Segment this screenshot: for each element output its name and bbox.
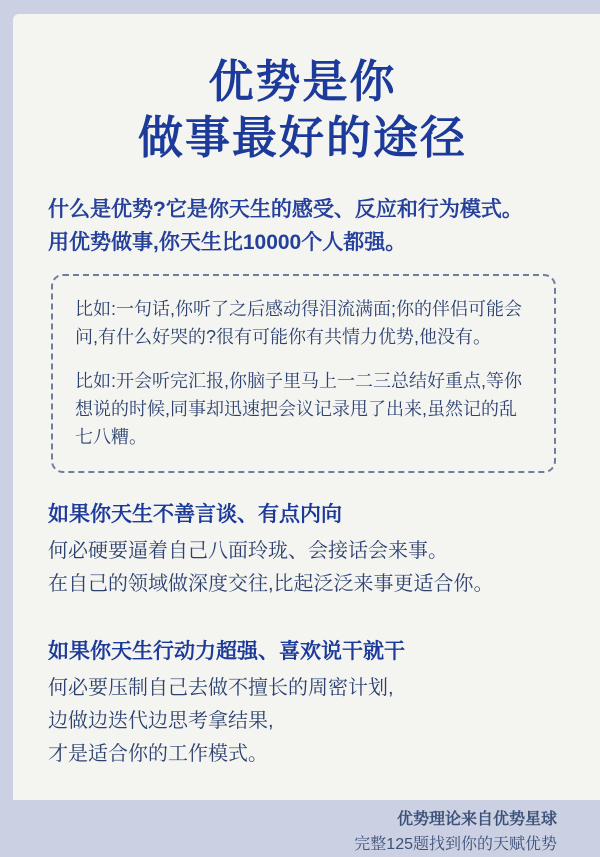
example-paragraph-2: 比如:开会听完汇报,你脑子里马上一二三总结好重点,等你想说的时候,同事却迅速把会议记录甩了出来,虽然记的乱七八糟。 (75, 371, 523, 447)
poster-card (13, 14, 600, 853)
page-title-line1: 优势是你 (208, 56, 397, 107)
footer-credit (48, 807, 557, 857)
section-action (48, 637, 557, 771)
intro-paragraph (48, 193, 557, 259)
intro-line1: 什么是优势?它是你天生的感受、反应和行为模式。 (48, 198, 523, 221)
example-paragraph-1: 比如:一句话,你听了之后感动得泪流满面;你的伴侣可能会问,有什么好哭的?很有可能你有共情力优势,他没有。 (75, 299, 523, 347)
section-action-line3: 才是适合你的工作模式。 (48, 743, 268, 765)
section-introvert-body (48, 535, 557, 601)
poster-content (13, 14, 600, 857)
section-action-line2: 边做边迭代边思考拿结果, (48, 710, 274, 732)
section-action-body (48, 672, 557, 771)
intro-line2: 用优势做事,你天生比10000个人都强。 (48, 231, 407, 254)
section-introvert-heading: 如果你天生不善言谈、有点内向 (48, 503, 342, 526)
footer-credit-line1: 优势理论来自优势星球 (396, 811, 557, 828)
page-title (48, 54, 557, 166)
section-introvert (48, 500, 557, 601)
footer-credit-line2: 完整125题找到你的天赋优势 (354, 836, 557, 853)
section-action-heading: 如果你天生行动力超强、喜欢说干就干 (48, 640, 405, 663)
example-box (51, 274, 556, 473)
section-introvert-line1: 何必硬要逼着自己八面玲珑、会接话会来事。 (48, 540, 448, 562)
section-action-line1: 何必要压制自己去做不擅长的周密计划, (48, 677, 394, 699)
page-title-line2: 做事最好的途径 (137, 112, 467, 163)
section-introvert-line2: 在自己的领域做深度交往,比起泛泛来事更适合你。 (48, 573, 494, 595)
